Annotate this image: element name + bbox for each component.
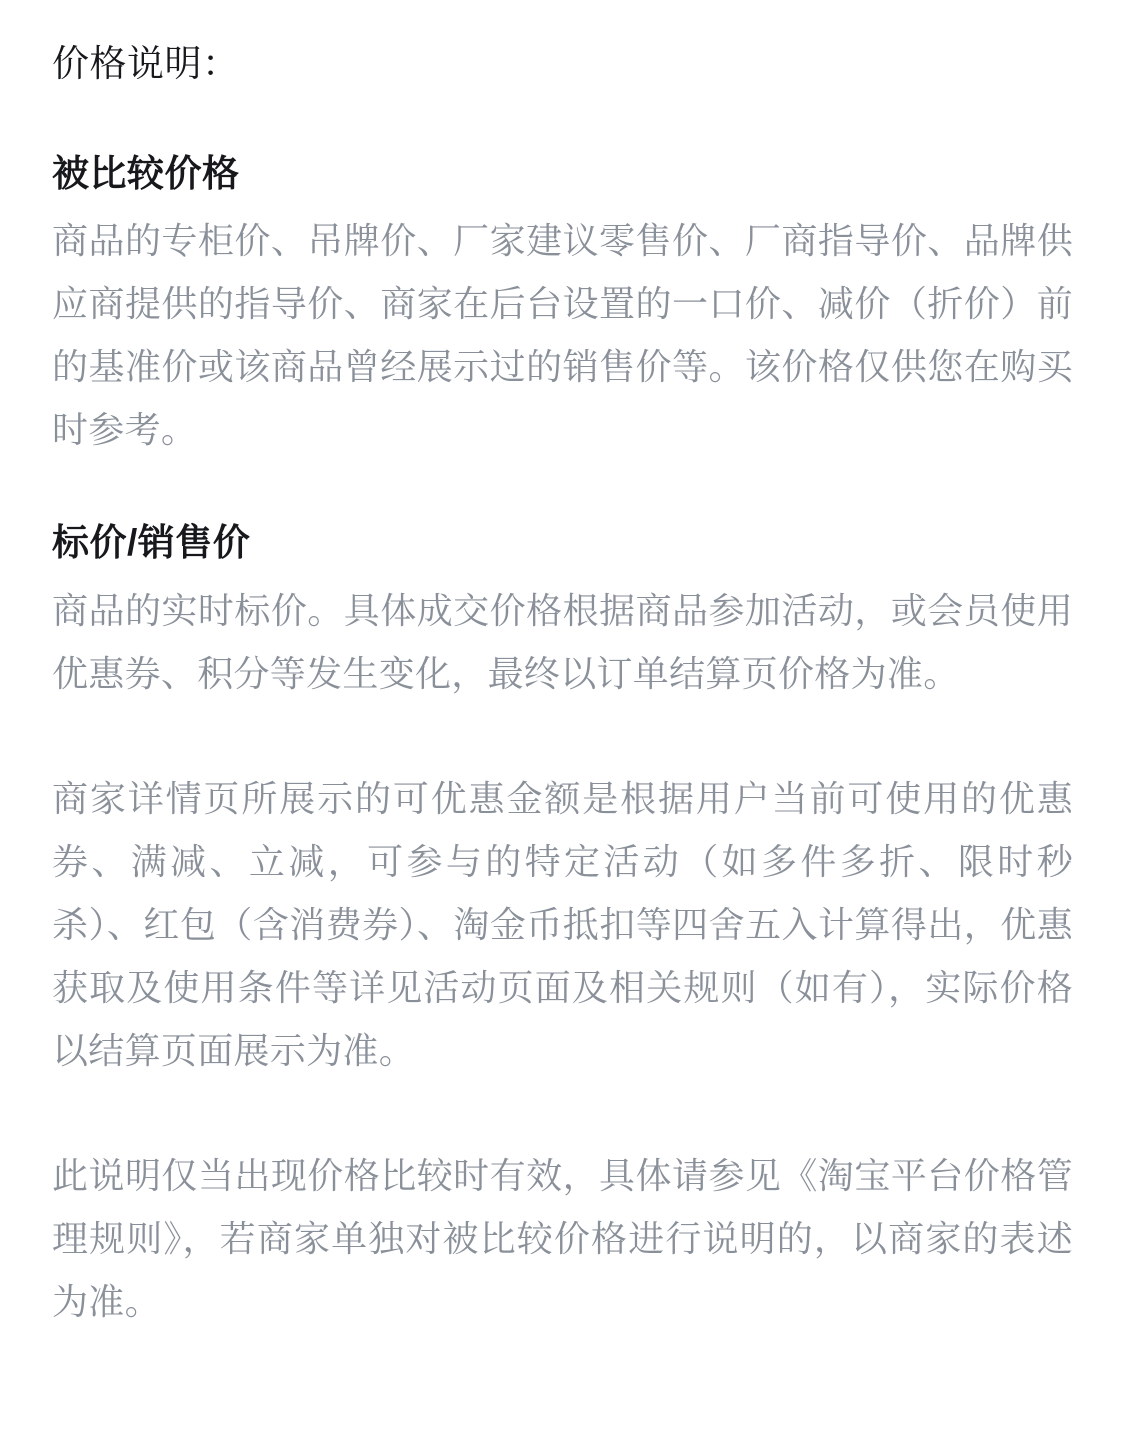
page-title: 价格说明： [52, 43, 240, 84]
section-paragraph-listed-price-1: 商品的实时标价。具体成交价格根据商品参加活动，或会员使用优惠券、积分等发生变化，最终以订单结算页价格为准。 [52, 590, 1073, 695]
section-compared-price [52, 148, 1073, 462]
section-paragraph-listed-price-2: 商家详情页所展示的可优惠金额是根据用户当前可使用的优惠券、满减、立减，可参与的特定活动（如多件多折、限时秒杀）、红包（含消费券）、淘金币抵扣等四舍五入计算得出，优惠获取及使用条件等详见活动页面及相关规则（如有），实际价格以结算页面展示为准。 [52, 778, 1073, 1072]
section-heading-listed-price: 标价/销售价 [52, 522, 251, 564]
section-heading-compared-price: 被比较价格 [52, 152, 240, 194]
section-listed-price [52, 517, 1073, 1333]
section-paragraph-compared-price-1: 商品的专柜价、吊牌价、厂家建议零售价、厂商指导价、品牌供应商提供的指导价、商家在后台设置的一口价、减价（折价）前的基准价或该商品曾经展示过的销售价等。该价格仅供您在购买时参考。 [52, 220, 1073, 451]
section-paragraph-listed-price-3: 此说明仅当出现价格比较时有效，具体请参见《淘宝平台价格管理规则》，若商家单独对被比较价格进行说明的，以商家的表述为准。 [52, 1155, 1073, 1323]
